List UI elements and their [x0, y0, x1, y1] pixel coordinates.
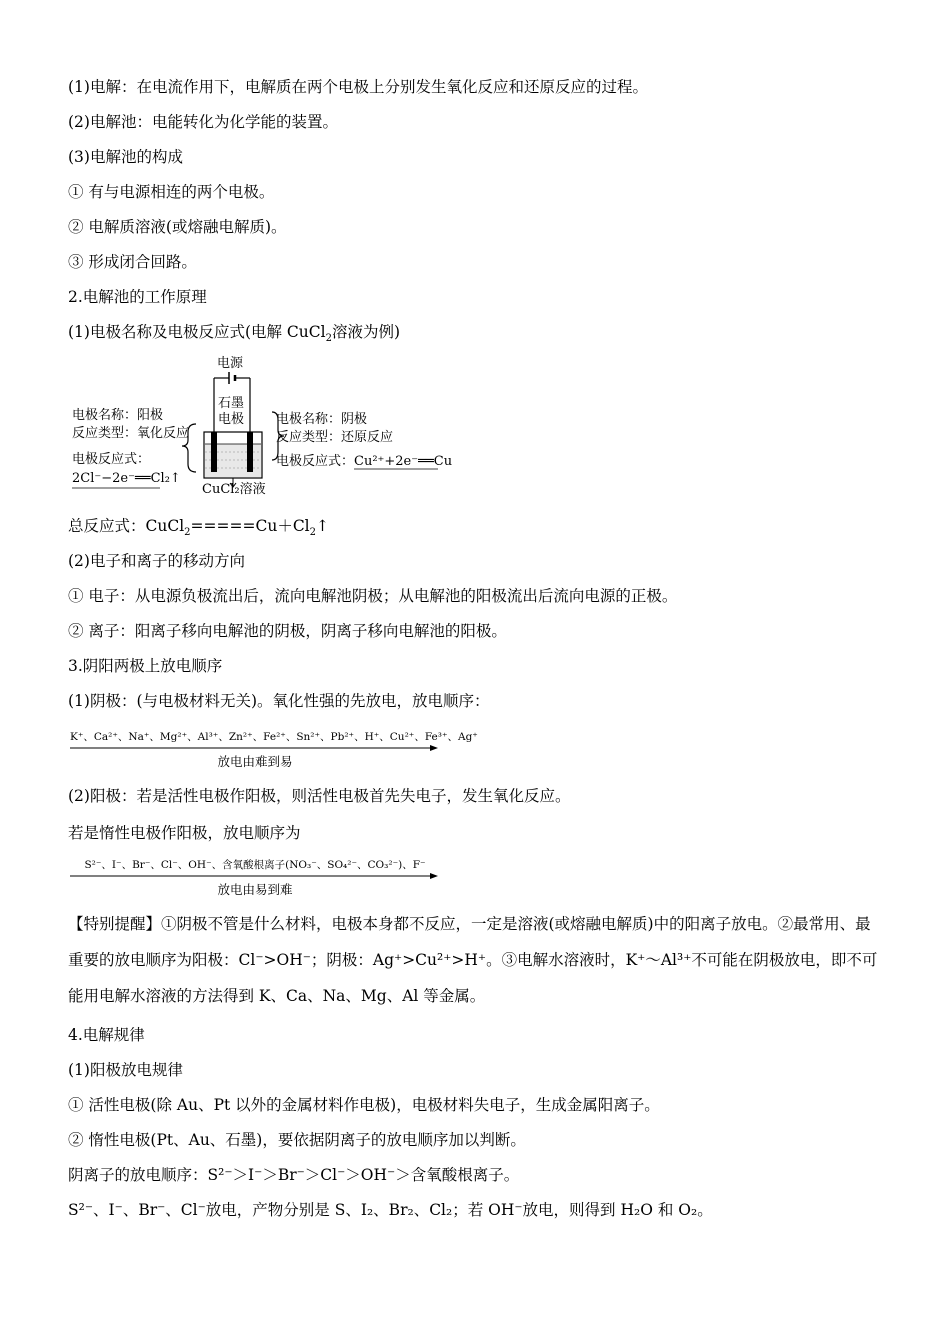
- section-4-heading: 4.电解规律: [68, 1026, 145, 1044]
- cathode-reaction-type: 反应类型：还原反应: [276, 430, 394, 445]
- solution-label: CuCl₂溶液: [202, 482, 266, 497]
- cathode-name: 电极名称：阴极: [276, 412, 368, 427]
- cathode-order-text: (1)阴极：(与电极材料无关)。氧化性强的先放电，放电顺序：: [68, 692, 490, 710]
- anode-series-caption: 放电由易到难: [217, 882, 293, 897]
- inert-electrode-rule: ② 惰性电极(Pt、Au、石墨)，要依据阴离子的放电顺序加以判断。: [68, 1131, 526, 1149]
- anode-rules-heading: (1)阳极放电规律: [68, 1061, 183, 1079]
- anode-inert-text: 若是惰性电极作阳极，放电顺序为: [68, 824, 301, 842]
- electrode-subheading: (1)电极名称及电极反应式(电解 CuCl$_2$溶液为例): [68, 323, 401, 345]
- arrow-icon: [70, 872, 440, 880]
- total-reaction: 总反应式：$CuCl_2=====Cu+Cl_2↑$: [68, 517, 330, 539]
- definition-electrolysis: (1)电解：在电流作用下，电解质在两个电极上分别发生氧化反应和还原反应的过程。: [68, 78, 648, 96]
- composition-item-3: ③ 形成闭合回路。: [68, 253, 197, 271]
- anode-equation: 2Cl⁻−2e⁻══Cl₂↑: [72, 471, 181, 486]
- composition-item-2: ② 电解质溶液(或熔融电解质)。: [68, 218, 287, 236]
- anode-name: 电极名称：阳极: [72, 408, 164, 423]
- cathode-series-caption: 放电由难到易: [217, 754, 293, 769]
- graphite-label-1: 石墨: [218, 396, 245, 411]
- electron-movement: ① 电子：从电源负极流出后，流向电解池阴极；从电解池的阳极流出后流向电源的正极。: [68, 587, 678, 605]
- graphite-label-2: 电极: [218, 412, 245, 427]
- cathode-discharge-series: [70, 730, 478, 770]
- cell-composition-heading: (3)电解池的构成: [68, 148, 183, 166]
- power-label: 电源: [217, 356, 244, 371]
- discharge-products: S²⁻、I⁻、Br⁻、Cl⁻放电，产物分别是 S、I₂、Br₂、Cl₂；若 OH⁻放电，则得到 H₂O 和 O₂。: [68, 1201, 713, 1219]
- section-3-heading: 3.阴阳两极上放电顺序: [68, 657, 223, 675]
- arrow-icon: [70, 744, 440, 752]
- special-note: 【特别提醒】①阴极不管是什么材料，电极本身都不反应，一定是溶液(或熔融电解质)中的阳离子放电。②最常用、最重要的放电顺序为阳极：Cl⁻>OH⁻；阴极：Ag⁺>Cu²⁺>H⁺。③电解水溶液时，K⁺～Al³⁺不可能在阴极放电，即不可能用电解水溶液的方法得到 K、Ca、Na、Mg、Al 等金属。: [68, 915, 878, 1005]
- anode-discharge-series: [70, 858, 440, 898]
- anode-ion-list: S²⁻、I⁻、Br⁻、Cl⁻、OH⁻、含氧酸根离子(NO₃⁻、SO₄²⁻、CO₃²⁻)、F⁻: [84, 859, 426, 871]
- movement-heading: (2)电子和离子的移动方向: [68, 552, 245, 570]
- electrolysis-diagram: [68, 352, 453, 500]
- anion-discharge-order: 阴离子的放电顺序：S²⁻＞I⁻＞Br⁻＞Cl⁻＞OH⁻＞含氧酸根离子。: [68, 1166, 520, 1184]
- section-2-heading: 2.电解池的工作原理: [68, 288, 207, 306]
- ion-movement: ② 离子：阳离子移向电解池的阴极，阴离子移向电解池的阳极。: [68, 622, 507, 640]
- cathode-ion-list: K⁺、Ca²⁺、Na⁺、Mg²⁺、Al³⁺、Zn²⁺、Fe²⁺、Sn²⁺、Pb²⁺、H⁺、Cu²⁺、Fe³⁺、Ag⁺: [70, 731, 478, 743]
- anode-active-text: (2)阳极：若是活性电极作阳极，则活性电极首先失电子，发生氧化反应。: [68, 787, 571, 805]
- cathode-equation-label: 电极反应式：: [276, 454, 355, 469]
- anode-equation-label: 电极反应式：: [72, 452, 151, 467]
- composition-item-1: ① 有与电源相连的两个电极。: [68, 183, 275, 201]
- anode-reaction-type: 反应类型：氧化反应: [72, 426, 190, 441]
- active-electrode-rule: ① 活性电极(除 Au、Pt 以外的金属材料作电极)，电极材料失电子，生成金属阳离子。: [68, 1096, 660, 1114]
- cathode-equation: Cu²⁺+2e⁻══Cu: [354, 454, 453, 469]
- definition-cell: (2)电解池：电能转化为化学能的装置。: [68, 113, 338, 131]
